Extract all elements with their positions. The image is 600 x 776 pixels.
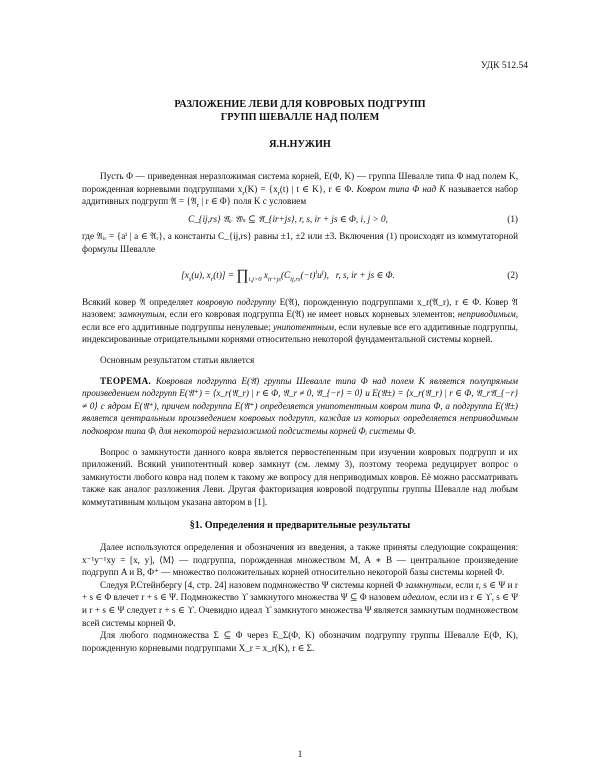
equation-2-number: (2) — [507, 270, 518, 281]
author-name: Я.Н.НУЖИН — [269, 139, 331, 150]
carpet-types-paragraph: Всякий ковер 𝔄 определяет ковровую подгруппу E(𝔄), порожденную подгруппами x_r(𝔄_r), r ∈ Φ. Ковер 𝔄 назовем: замкнутым, если его ковровая подгруппа E(𝔄) не имеет новых корневых элементов; неприводимым, если все его аддитивные подгруппы ненулевые; унипотентным, если нулевые все его аддитивные подгруппы, индексированные отрицательными корнями относительно некоторой фундаментальной системы корней. — [82, 296, 519, 345]
equation-2 — [82, 261, 518, 291]
equation-1 — [82, 213, 518, 226]
equation-2-expression: [$x_s(u)$, $x_r(t)$] = $\prod_{i,j>0}$ $x_{ir+js}(C_{ij,rs}(-t)^iu^j)$, r, s, ir + js ∈ Φ. — [181, 267, 395, 284]
subgroup-definition-paragraph: Для любого подмножества Σ ⊆ Φ через E_Σ(Φ, K) обозначим подгруппу группы Шевалле E(Φ, K), порожденную корневыми подгруппами X_r = x_r(K), r ∈ Σ. — [82, 630, 518, 653]
constants-paragraph: где 𝔄ᵢᵣ = {aⁱ | a ∈ 𝔄ᵣ}, а константы C_{ij,rs} равны ±1, ±2 или ±3. Включения (1) происходят из коммутаторной формулы Шевалле — [82, 231, 518, 254]
theorem — [82, 375, 518, 438]
term-carpet-subgroup: ковровую подгруппу — [196, 296, 276, 307]
page-number: 1 — [297, 750, 303, 760]
term-irreducible: неприводимым — [457, 309, 516, 320]
title-line-2: ГРУПП ШЕВАЛЛЕ НАД ПОЛЕМ — [220, 112, 380, 123]
title-line-1: РАЗЛОЖЕНИЕ ЛЕВИ ДЛЯ КОВРОВЫХ ПОДГРУПП — [174, 99, 426, 110]
term-ideal: идеалом — [402, 592, 435, 603]
udk-code: УДК 512.54 — [480, 61, 528, 71]
article-title — [0, 98, 600, 124]
intro-paragraph: Пусть Φ — приведенная неразложимая система корней, E(Φ, K) — группа Шевалле типа Φ над полем K, порожденная корневыми подгруппами $x_r(K) = \{x_r(t)$ | t ∈ K}, r ∈ Φ. Ковром типа Φ над K называется набор аддитивных подгрупп 𝔄 = {𝔄$_r$ | r ∈ Φ} поля K с условием — [82, 171, 518, 210]
notation-paragraph: Далее используются определения и обозначения из введения, а также приняты следующие сокращения: x⁻¹y⁻¹xy = [x, y], ⟨M⟩ — подгруппа, порожденная множеством M, A ∗ B — центральное произведение подгрупп A и B, Φ⁺ — множество положительных корней относительно некоторой базы системы корней Φ. — [82, 542, 518, 578]
carpet-definition-term: Ковром типа Φ над K — [356, 183, 446, 194]
equation-1-expression: C_{ij,rs} 𝔄ᵢᵣ 𝔄ʲₛ ⊆ 𝔄_{ir+js}, r, s, ir + js ∈ Φ, i, j > 0, — [188, 213, 388, 224]
closed-subset-paragraph: Следуя Р.Стейнбергу [4, стр. 24] назовем подмножество Ψ системы корней Φ замкнутым, если r, s ∈ Ψ и r + s ∈ Φ влечет r + s ∈ Ψ. Подмножество ϒ замкнутого множества Ψ ⊆ Φ назовем идеалом, если из r ∈ ϒ, s ∈ Ψ и r + s ∈ Ψ следует r + s ∈ ϒ. Очевидно идеал ϒ замкнутого множества Ψ является замкнутым подмножеством всей системы корней Φ. — [82, 579, 518, 628]
term-closed: замкнутым — [118, 309, 165, 320]
theorem-heading: ТЕОРЕМА. — [100, 375, 152, 386]
term-unipotent: унипотентным — [272, 321, 334, 332]
closure-paragraph: Вопрос о замкнутости данного ковра является первостепенным при изучении ковровых подгрупп и их приложений. Всякий унипотентный ковер замкнут (см. лемму 3), поэтому теорема редуцирует вопрос о замкнутости любого ковра над полем к такому же вопросу для неприводимых ковров. Её можно рассматривать также как аналог разложения Леви. Другая факторизация ковровой подгруппы группы Шевалле над любым коммутативным кольцом указана автором в [1]. — [82, 446, 518, 507]
main-result-intro: Основным результатом статьи является — [100, 354, 255, 365]
theorem-text: Ковровая подгруппа E(𝔄) группы Шевалле типа Φ над полем K является полупрямым произведением подгрупп E(𝔄⁺) = ⟨x_r(𝔄_r) | r ∈ Φ, 𝔄_r ≠ 0, 𝔄_{−r} = 0⟩ и E(𝔄±) = ⟨x_r(𝔄_r) | r ∈ Φ, 𝔄_r𝔄_{−r} ≠ 0⟩ с ядром E(𝔄⁺), причем подгруппа E(𝔄⁺) определяется унипотентным ковром типа Φ, а подгруппа E(𝔄±) является центральным произведением ковровых подгрупп, каждая из которых определяется неприводимым подковром типа Φᵢ для некоторой неразложимой подсистемы корней Φᵢ системы Φ. — [82, 375, 518, 436]
section-heading: §1. Определения и предварительные результаты — [189, 520, 411, 532]
equation-1-number: (1) — [507, 213, 518, 224]
article-body — [82, 170, 518, 654]
term-closed-subset: замкнутым — [405, 579, 451, 590]
